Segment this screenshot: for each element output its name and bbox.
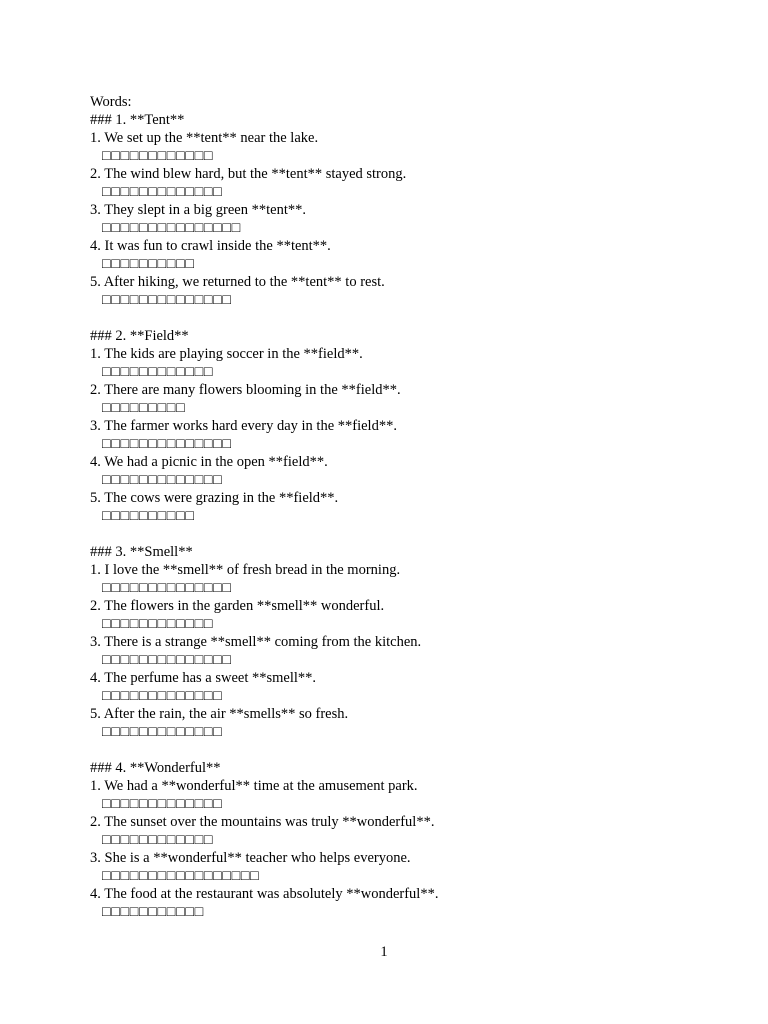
document-page: [90, 93, 730, 921]
example-sentence: 5. The cows were grazing in the **field**.: [90, 490, 339, 506]
example-sentence: 3. They slept in a big green **tent**.: [90, 202, 306, 218]
example-sentence: 3. There is a strange **smell** coming from the kitchen.: [90, 634, 422, 650]
translation-line: □□□□□□□□□□□□□: [102, 472, 223, 488]
example-sentence: 1. The kids are playing soccer in the **field**.: [90, 346, 363, 362]
section-spacer: [90, 525, 730, 543]
section-heading: ### 3. **Smell**: [90, 544, 193, 560]
example-sentence: 4. We had a picnic in the open **field**.: [90, 454, 328, 470]
page-number: 1: [380, 944, 388, 960]
translation-line: □□□□□□□□□: [102, 400, 186, 416]
translation-line: □□□□□□□□□□□□: [102, 148, 214, 164]
example-sentence: 5. After hiking, we returned to the **tent** to rest.: [90, 274, 385, 290]
translation-line: □□□□□□□□□□: [102, 508, 195, 524]
example-sentence: 3. The farmer works hard every day in the **field**.: [90, 418, 397, 434]
translation-line: □□□□□□□□□□□□: [102, 364, 214, 380]
translation-line: □□□□□□□□□□□□□□: [102, 292, 232, 308]
example-sentence: 2. The sunset over the mountains was truly **wonderful**.: [90, 814, 435, 830]
words-header: Words:: [90, 94, 132, 110]
section-spacer: [90, 309, 730, 327]
translation-line: □□□□□□□□□□□□□□□: [102, 220, 241, 236]
example-sentence: 2. The flowers in the garden **smell** wonderful.: [90, 598, 385, 614]
translation-line: □□□□□□□□□□□□□□: [102, 652, 232, 668]
example-sentence: 2. There are many flowers blooming in the **field**.: [90, 382, 401, 398]
example-sentence: 5. After the rain, the air **smells** so fresh.: [90, 706, 349, 722]
example-sentence: 1. We set up the **tent** near the lake.: [90, 130, 319, 146]
example-sentence: 1. I love the **smell** of fresh bread in the morning.: [90, 562, 401, 578]
translation-line: □□□□□□□□□□□□□: [102, 796, 223, 812]
translation-line: □□□□□□□□□□□□□: [102, 184, 223, 200]
section-heading: ### 2. **Field**: [90, 328, 189, 344]
example-sentence: 1. We had a **wonderful** time at the amusement park.: [90, 778, 418, 794]
section-heading: ### 4. **Wonderful**: [90, 760, 221, 776]
translation-line: □□□□□□□□□□□□□: [102, 724, 223, 740]
translation-line: □□□□□□□□□□□□: [102, 616, 214, 632]
example-sentence: 2. The wind blew hard, but the **tent** stayed strong.: [90, 166, 407, 182]
translation-line: □□□□□□□□□□□□□□: [102, 436, 232, 452]
translation-line: □□□□□□□□□□□□: [102, 832, 214, 848]
translation-line: □□□□□□□□□□□□□: [102, 688, 223, 704]
example-sentence: 4. The food at the restaurant was absolutely **wonderful**.: [90, 886, 439, 902]
translation-line: □□□□□□□□□□□: [102, 904, 204, 920]
section-heading: ### 1. **Tent**: [90, 112, 185, 128]
example-sentence: 4. It was fun to crawl inside the **tent**.: [90, 238, 331, 254]
translation-line: □□□□□□□□□□□□□□: [102, 580, 232, 596]
translation-line: □□□□□□□□□□: [102, 256, 195, 272]
example-sentence: 4. The perfume has a sweet **smell**.: [90, 670, 317, 686]
translation-line: □□□□□□□□□□□□□□□□□: [102, 868, 260, 884]
section-spacer: [90, 741, 730, 759]
example-sentence: 3. She is a **wonderful** teacher who helps everyone.: [90, 850, 411, 866]
